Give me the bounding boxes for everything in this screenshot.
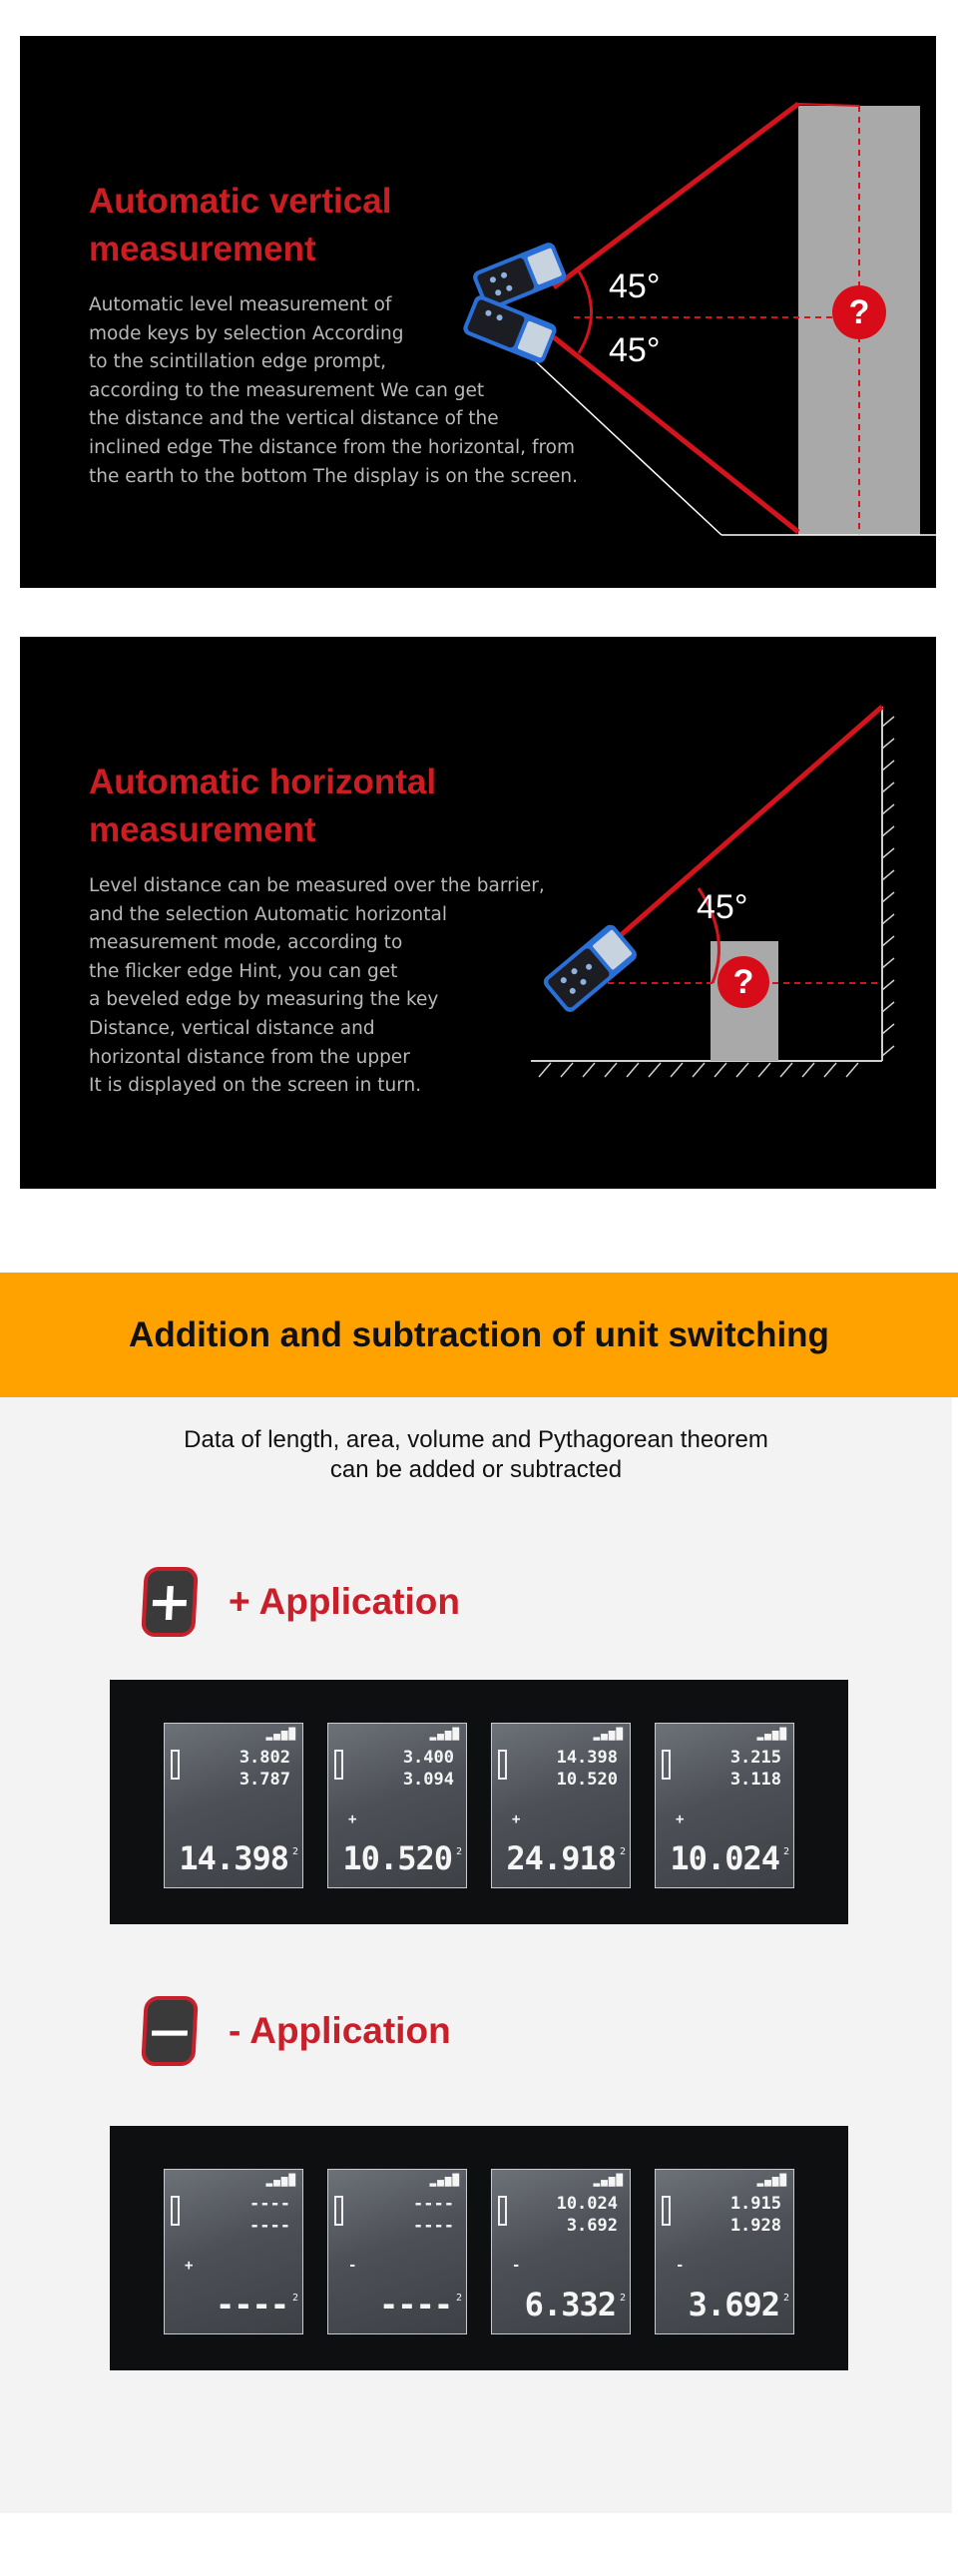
- minus-symbol: —: [148, 2008, 192, 2054]
- lcd-result: 14.398: [179, 1839, 288, 1877]
- vertical-angle-top: 45°: [609, 267, 661, 305]
- lcd-screen: [655, 2169, 794, 2334]
- lcd-result: 10.520: [342, 1839, 452, 1877]
- horizontal-description: Level distance can be measured over the barrier, and the selection Automatic horizontal measurement mode, according to the flicker edge Hint, you can get a beveled edge by measuring the key Distance, vertical distance and horizontal distance from the upper It is displayed on the screen in turn.: [89, 875, 545, 1097]
- vertical-title: [89, 178, 391, 273]
- lcd-row2: 3.692: [566, 2216, 618, 2236]
- intro-line1: Data of length, area, volume and Pythagorean theorem: [184, 1426, 768, 1453]
- device-mode-icon: [171, 1750, 180, 1780]
- device-mode-icon: [662, 2196, 671, 2226]
- lcd-row1: 14.398: [556, 1748, 618, 1768]
- battery-signal-icon: ▂▄▆█: [756, 2174, 787, 2187]
- vertical-title-line2: measurement: [89, 230, 316, 268]
- device-mode-icon: [334, 2196, 343, 2226]
- lcd-unit-exp: 2: [291, 2293, 298, 2304]
- lcd-row2: ----: [413, 2216, 454, 2236]
- lcd-screen: [327, 1723, 467, 1888]
- device-mode-icon: [498, 2196, 507, 2226]
- lcd-screen: [655, 1723, 794, 1888]
- upper-laser: [554, 104, 798, 287]
- lcd-row1: 10.024: [556, 2194, 618, 2214]
- lcd-row1: 3.802: [239, 1748, 290, 1768]
- device-mode-icon: [662, 1750, 671, 1780]
- lcd-row1: ----: [413, 2194, 454, 2214]
- add-application-heading: [143, 1567, 460, 1637]
- vertical-question-icon: ?: [832, 285, 886, 339]
- horizontal-measurement-panel: [20, 637, 936, 1189]
- application-section: [0, 1397, 952, 2513]
- right-wall-hatch: [882, 717, 894, 1056]
- battery-signal-icon: ▂▄▆█: [593, 1728, 624, 1741]
- battery-signal-icon: ▂▄▆█: [593, 2174, 624, 2187]
- plus-icon: [141, 1567, 199, 1637]
- battery-signal-icon: ▂▄▆█: [265, 2174, 296, 2187]
- intro-line2: can be added or subtracted: [329, 1456, 623, 1483]
- lcd-operator: +: [512, 1811, 521, 1827]
- device-mode-icon: [334, 1750, 343, 1780]
- add-application-label: + Application: [229, 1581, 460, 1622]
- lcd-unit-exp: 2: [619, 2293, 626, 2304]
- lcd-row2: ----: [249, 2216, 290, 2236]
- lcd-screen: [327, 2169, 467, 2334]
- lcd-operator: -: [676, 2258, 685, 2274]
- vertical-measurement-panel: [20, 36, 936, 588]
- lcd-unit-exp: 2: [455, 1846, 462, 1857]
- lcd-row2: 10.520: [556, 1770, 618, 1790]
- lcd-result: ----: [215, 2286, 288, 2323]
- lcd-result: ----: [378, 2286, 452, 2323]
- lcd-operator: -: [512, 2258, 521, 2274]
- battery-signal-icon: ▂▄▆█: [429, 1728, 460, 1741]
- lcd-row1: 3.215: [729, 1748, 781, 1768]
- lcd-row1: ----: [249, 2194, 290, 2214]
- lcd-operator: +: [185, 2258, 194, 2274]
- battery-signal-icon: ▂▄▆█: [265, 1728, 296, 1741]
- lcd-row1: 3.400: [402, 1748, 454, 1768]
- sub-application-label: - Application: [229, 2010, 451, 2051]
- horizontal-angle: 45°: [697, 888, 748, 926]
- lcd-unit-exp: 2: [782, 1846, 789, 1857]
- horizontal-title-line2: measurement: [89, 810, 316, 849]
- horizontal-title-line1: Automatic horizontal: [89, 763, 437, 801]
- sub-screens-panel: [110, 2126, 848, 2370]
- lcd-unit-exp: 2: [455, 2293, 462, 2304]
- horizontal-title: [89, 759, 436, 854]
- lcd-screen: [164, 1723, 303, 1888]
- lcd-screen: [491, 2169, 631, 2334]
- lcd-unit-exp: 2: [291, 1846, 298, 1857]
- horizontal-question-icon: ?: [718, 956, 769, 1008]
- sub-application-heading: [143, 1996, 451, 2066]
- upper-laser-thin: [798, 104, 859, 106]
- battery-signal-icon: ▂▄▆█: [429, 2174, 460, 2187]
- lcd-unit-exp: 2: [782, 2293, 789, 2304]
- lcd-operator: +: [676, 1811, 685, 1827]
- device-mode-icon: [498, 1750, 507, 1780]
- add-screens-panel: [110, 1680, 848, 1924]
- lcd-result: 6.332: [524, 2286, 616, 2323]
- lcd-row1: 1.915: [729, 2194, 781, 2214]
- vertical-description: Automatic level measurement of mode keys by selection According to the scintillation edge prompt, according to the measurement We can get the distance and the vertical distance of the inclined edge The distance from the horizontal, from the earth to the bottom The display is on the screen.: [89, 294, 578, 487]
- lcd-row2: 1.928: [729, 2216, 781, 2236]
- device-mode-icon: [171, 2196, 180, 2226]
- vertical-title-line1: Automatic vertical: [89, 182, 392, 221]
- lcd-row2: 3.094: [402, 1770, 454, 1790]
- minus-icon: [141, 1996, 199, 2066]
- vertical-angle-bottom: 45°: [609, 331, 661, 369]
- lcd-row2: 3.118: [729, 1770, 781, 1790]
- lcd-unit-exp: 2: [619, 1846, 626, 1857]
- lcd-operator: +: [348, 1811, 357, 1827]
- plus-symbol: +: [145, 1570, 195, 1633]
- lcd-result: 24.918: [506, 1839, 616, 1877]
- lcd-screen: [491, 1723, 631, 1888]
- lcd-result: 3.692: [688, 2286, 779, 2323]
- lcd-screen: [164, 2169, 303, 2334]
- lcd-operator: -: [348, 2258, 357, 2274]
- lcd-row2: 3.787: [239, 1770, 290, 1790]
- banner-title: Addition and subtraction of unit switching: [129, 1315, 829, 1354]
- unit-switching-banner: [0, 1273, 958, 1397]
- lcd-result: 10.024: [670, 1839, 779, 1877]
- battery-signal-icon: ▂▄▆█: [756, 1728, 787, 1741]
